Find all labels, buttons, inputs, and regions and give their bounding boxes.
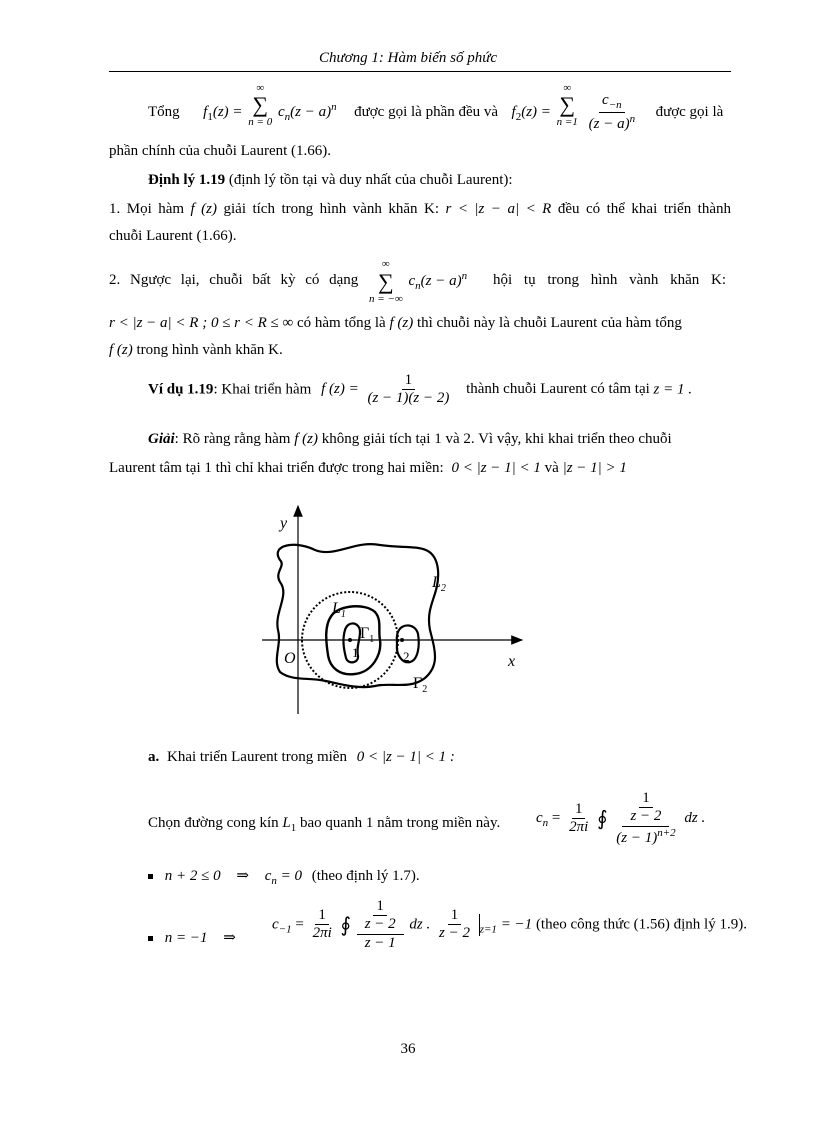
theorem-item2: 2. Ngược lại, chuỗi bất kỳ có dạng ∞ ∑ n = −∞ $c_n(z - a)^n$ hội tụ trong hình vành khăn K: <box>109 258 726 305</box>
point-2 <box>400 638 404 642</box>
page-header: Chương 1: Hàm biến số phức <box>318 50 498 66</box>
theorem-item1-line2: chuỗi Laurent (1.66). <box>109 228 237 244</box>
origin-label: O <box>284 650 296 667</box>
example-1-19: Ví dụ 1.19: Khai triển hàm f (z) = $\frac{1}{(z - 1)(z - 2)}$ thành chuỗi Laurent có tâm tại z = 1 . <box>148 372 693 407</box>
pt1-label: 1 <box>352 645 359 660</box>
y-label: y <box>280 515 288 532</box>
theorem-item1: 1. Mọi hàm f (z) giải tích trong hình vành khăn K: r < |z − a| < R đều có thể khai triển thành <box>109 201 732 217</box>
page-number: 36 <box>400 1041 416 1057</box>
G2-label: $\Gamma_2$ <box>413 675 428 695</box>
G1-label: $\Gamma_1$ <box>360 625 375 645</box>
laurent-domains-figure <box>260 500 540 720</box>
contour-L2 <box>277 544 438 687</box>
point-1 <box>348 638 352 642</box>
solution-line2: Laurent tâm tại 1 thì chỉ khai triển được trong hai miền: 0 < |z − 1| < 1 và |z − 1| > 1 <box>109 460 627 476</box>
theorem-title: Định lý 1.19 (định lý tồn tại và duy nhất của chuỗi Laurent): <box>148 172 513 188</box>
para1-line2: phần chính của chuỗi Laurent (1.66). <box>109 143 332 159</box>
part-a-heading: a. Khai triển Laurent trong miền 0 < |z − 1| < 1 : <box>148 749 455 765</box>
header-rule <box>109 71 731 72</box>
pt2-label: 2 <box>403 649 410 664</box>
theorem-item2-line3: f (z) trong hình vành khăn K. <box>109 342 283 358</box>
sum-definitions: Tổng $f_1(z)$ = ∞ ∑ n = 0 $c_n(z - a)^n$ được gọi là phần đều và $f_2(z)$ = ∞ ∑ n =1 $\frac{c_{-n}}{(z - a)^n}$ được gọi là <box>148 81 724 132</box>
part-a-choose-contour: Chọn đường cong kín $L_1$ bao quanh 1 nằm trong miền này. $c_n$ = $\frac{1}{2\pi i}$ ∮ $\frac{\frac{1}{z - 2}}{(z - 1)^{n+2}}$ dz . <box>148 790 706 846</box>
theorem-item2-line2: r < |z − a| < R ; 0 ≤ r < R ≤ ∞ có hàm tổng là f (z) thì chuỗi này là chuỗi Laurent của hàm tổng <box>109 315 682 331</box>
L1-label: $L_1$ <box>332 600 346 620</box>
x-label: x <box>508 653 516 670</box>
L2-label: $L_2$ <box>432 574 446 594</box>
bullet-case-1: n + 2 ≤ 0 ⇒ $c_n = 0$ (theo định lý 1.7). <box>148 866 420 887</box>
solution-line1: Giải: Rõ ràng rằng hàm f (z) không giải tích tại 1 và 2. Vì vậy, khi khai triển theo chuỗi <box>148 431 672 447</box>
